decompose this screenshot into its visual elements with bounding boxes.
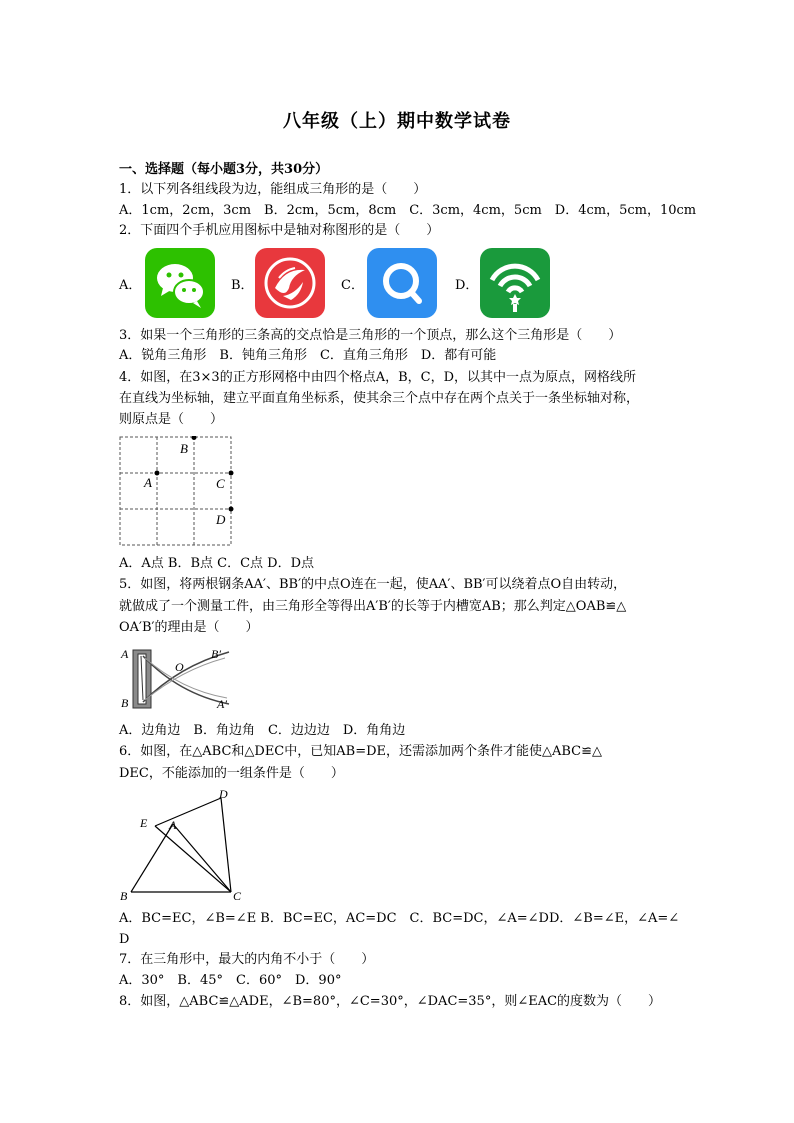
- point-b-label: B: [180, 441, 188, 456]
- wechat-icon: [145, 248, 215, 318]
- question-4-stem-line-3: 则原点是（ ）: [119, 412, 224, 427]
- triangle-label-a: A: [169, 818, 177, 832]
- question-2-stem: 2．下面四个手机应用图标中是轴对称图形的是（ ）: [119, 223, 440, 238]
- caliper-label-a-prime: A′: [217, 697, 227, 711]
- question-5-options: A．边角边 B．角边角 C．边边边 D．角角边: [119, 723, 406, 738]
- question-3-stem: 3．如果一个三角形的三条高的交点恰是三角形的一个顶点，那么这个三角形是（ ）: [119, 328, 622, 343]
- caliper-figure: [119, 644, 244, 716]
- point-c-label: C: [216, 476, 225, 491]
- question-6-stem-line-2: DEC，不能添加的一组条件是（ ）: [119, 766, 344, 781]
- caliper-label-a: A: [121, 647, 129, 661]
- question-7-stem: 7．在三角形中，最大的内角不小于（ ）: [119, 952, 375, 967]
- question-6-stem-line-1: 6．如图，在△ABC和△DEC中，已知AB=DE，还需添加两个条件才能使△ABC≌△: [119, 744, 603, 759]
- option-c-label: C．: [341, 278, 364, 293]
- caliper-label-b: B: [121, 696, 129, 710]
- question-3-options: A．锐角三角形 B．钝角三角形 C．直角三角形 D．都有可能: [119, 348, 497, 363]
- triangle-label-c: C: [233, 889, 242, 903]
- question-1-options: A．1cm，2cm，3cm B．2cm，5cm，8cm C．3cm，4cm，5cm D．4cm，5cm，10cm: [119, 203, 697, 218]
- section-heading: 一、选择题（每小题3分，共30分）: [119, 162, 329, 177]
- question-5-stem-line-1: 5．如图，将两根钢条AA′、BB′的中点O连在一起，使AA′、BB′可以绕着点O自由转动，: [119, 577, 627, 592]
- q-search-icon: [367, 248, 437, 318]
- question-5-stem-line-2: 就做成了一个测量工件，由三角形全等得出A′B′的长等于内槽宽AB；那么判定△OAB≌△: [119, 599, 627, 614]
- triangle-label-d: D: [219, 787, 228, 801]
- phoenix-icon: [255, 248, 325, 318]
- point-b-dot: [192, 436, 197, 440]
- question-4-stem-line-1: 4．如图，在3×3的正方形网格中由四个格点A，B，C，D，以其中一点为原点，网格线所: [119, 370, 637, 385]
- question-1-stem: 1．以下列各组线段为边，能组成三角形的是（ ）: [119, 182, 427, 197]
- question-6-options-line-2: D: [119, 932, 130, 947]
- triangle-label-e: E: [140, 816, 148, 830]
- question-7-options: A．30° B．45° C．60° D．90°: [119, 973, 342, 988]
- question-4-options: A．A点 B．B点 C．C点 D．D点: [119, 556, 315, 571]
- question-8-stem: 8．如图，△ABC≌△ADE，∠B=80°，∠C=30°，∠DAC=35°，则∠EAC的度数为（ ）: [119, 994, 662, 1009]
- wifi-icon: [480, 248, 550, 318]
- point-a-dot: [155, 471, 160, 476]
- point-d-label: D: [216, 512, 226, 527]
- question-6-options-line-1: A．BC=EC，∠B=∠E B．BC=EC，AC=DC C．BC=DC，∠A=∠DD．∠B=∠E，∠A=∠: [119, 911, 680, 926]
- page-title: 八年级（上）期中数学试卷: [283, 111, 511, 132]
- caliper-label-o: O: [175, 660, 184, 674]
- option-a-label: A．: [119, 278, 142, 293]
- point-c-dot: [229, 471, 234, 476]
- option-b-label: B．: [231, 278, 254, 293]
- grid-figure: [119, 436, 239, 552]
- caliper-label-b-prime: B′: [211, 647, 221, 661]
- triangle-label-b: B: [120, 889, 128, 903]
- question-4-stem-line-2: 在直线为坐标轴，建立平面直角坐标系，使其余三个点中存在两个点关于一条坐标轴对称，: [119, 391, 640, 406]
- triangles-figure: [119, 786, 249, 908]
- option-d-label: D．: [455, 278, 479, 293]
- question-2-icon-options: [119, 248, 579, 320]
- question-5-stem-line-3: OA′B′的理由是（ ）: [119, 620, 259, 635]
- point-a-label: A: [144, 475, 152, 490]
- point-d-dot: [229, 507, 234, 512]
